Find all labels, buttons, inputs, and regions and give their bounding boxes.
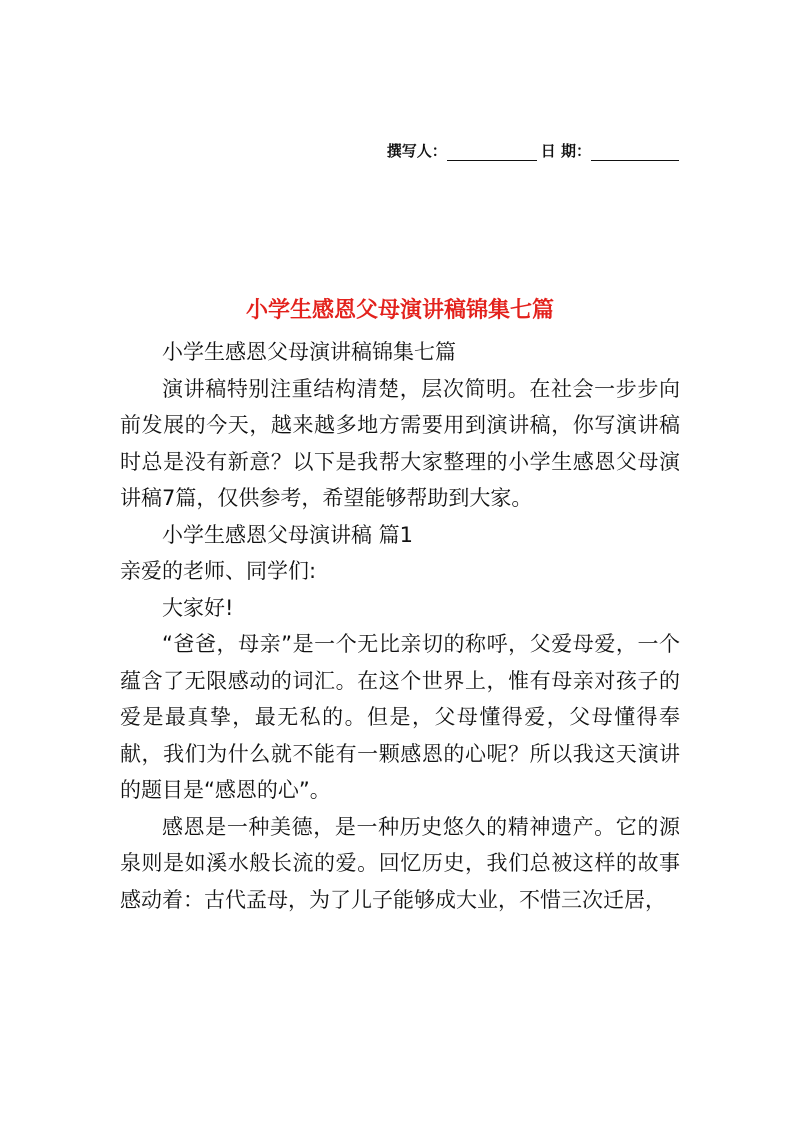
- author-blank-line: [447, 144, 537, 161]
- document-title: 小学生感恩父母演讲稿锦集七篇: [245, 297, 554, 323]
- date-blank-line: [591, 144, 679, 161]
- paragraph-salutation: 亲爱的老师、同学们:: [120, 559, 317, 583]
- author-label: 撰写人：: [386, 142, 447, 160]
- paragraph-section-heading: 小学生感恩父母演讲稿 篇1: [162, 522, 414, 547]
- date-label: 日 期：: [540, 142, 591, 160]
- document-body: [120, 334, 680, 918]
- author-date-header: [387, 140, 679, 161]
- paragraph-greeting: 大家好!: [162, 595, 234, 620]
- paragraph-subtitle: 小学生感恩父母演讲稿锦集七篇: [162, 340, 456, 364]
- paragraph-body-1: “爸爸，母亲”是一个无比亲切的称呼，父爱母爱，一个蕴含了无限感动的词汇。在这个世界上，惟有母亲对孩子的爱是最真挚，最无私的。但是，父母懂得爱，父母懂得奉献，我们为什么就不能有一颗感恩的心呢？所以我这天演讲的题目是“感恩的心”。: [120, 632, 680, 802]
- paragraph-intro: 演讲稿特别注重结构清楚，层次简明。在社会一步步向前发展的今天，越来越多地方需要用到演讲稿，你写演讲稿时总是没有新意？以下是我帮大家整理的小学生感恩父母演讲稿7篇，仅供参考，希望能够帮助到大家。: [120, 376, 680, 510]
- paragraph-body-2: 感恩是一种美德，是一种历史悠久的精神遗产。它的源泉则是如溪水般长流的爱。回忆历史，我们总被这样的故事感动着：古代孟母，为了儿子能够成大业，不惜三次迁居，: [120, 814, 680, 912]
